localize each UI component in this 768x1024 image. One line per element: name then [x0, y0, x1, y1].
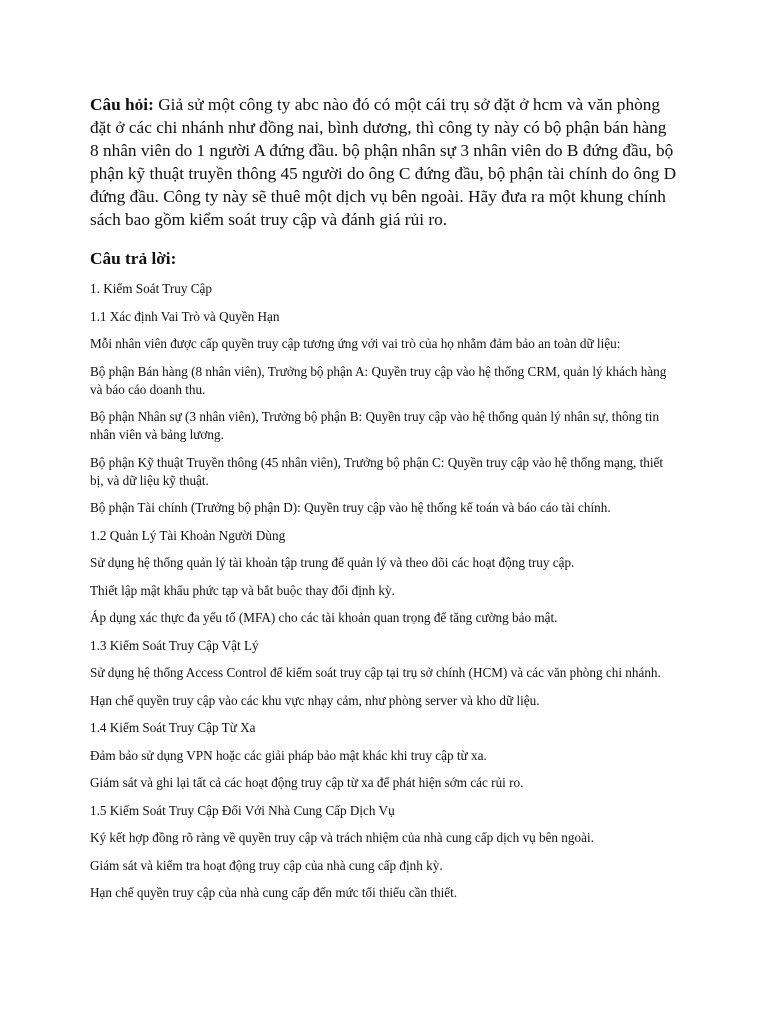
subsection-heading-1-5: 1.5 Kiểm Soát Truy Cập Đối Với Nhà Cung Cấp Dịch Vụ: [90, 802, 395, 818]
body-paragraph: Bộ phận Kỹ thuật Truyền thông (45 nhân viên), Trưởng bộ phận C: Quyền truy cập vào hệ thống mạng, thiết bị, và dữ liệu kỹ thuật.: [90, 454, 664, 488]
question-label: Câu hỏi:: [90, 95, 154, 114]
body-paragraph: Đảm bảo sử dụng VPN hoặc các giải pháp bảo mật khác khi truy cập từ xa.: [90, 747, 487, 763]
body-paragraph: Thiết lập mật khẩu phức tạp và bắt buộc thay đổi định kỳ.: [90, 582, 395, 598]
body-paragraph: Giám sát và kiểm tra hoạt động truy cập của nhà cung cấp định kỳ.: [90, 857, 443, 873]
body-paragraph: Hạn chế quyền truy cập của nhà cung cấp đến mức tối thiểu cần thiết.: [90, 885, 458, 900]
body-paragraph: Sử dụng hệ thống Access Control để kiểm soát truy cập tại trụ sở chính (HCM) và các văn phòng chi nhánh.: [90, 665, 661, 680]
body-paragraph: Sử dụng hệ thống quản lý tài khoản tập trung để quản lý và theo dõi các hoạt động truy cập.: [90, 555, 575, 570]
answer-heading: Câu trả lời:: [90, 249, 177, 268]
subsection-heading-1-2: 1.2 Quản Lý Tài Khoản Người Dùng: [90, 527, 286, 543]
body-paragraph: Giám sát và ghi lại tất cả các hoạt động truy cập từ xa để phát hiện sớm các rủi ro.: [90, 775, 524, 790]
body-paragraph: Bộ phận Nhân sự (3 nhân viên), Trưởng bộ phận B: Quyền truy cập vào hệ thống quản lý nhân sự, thông tin nhân viên và bảng lương.: [90, 409, 660, 442]
subsection-heading-1-1: 1.1 Xác định Vai Trò và Quyền Hạn: [90, 308, 280, 324]
section-heading-1: 1. Kiểm Soát Truy Cập: [90, 281, 212, 296]
subsection-heading-1-3: 1.3 Kiểm Soát Truy Cập Vật Lý: [90, 637, 259, 653]
body-paragraph: Bộ phận Bán hàng (8 nhân viên), Trưởng bộ phận A: Quyền truy cập vào hệ thống CRM, quản lý khách hàng và báo cáo doanh thu.: [90, 363, 667, 397]
question-paragraph: [90, 93, 678, 231]
body-paragraph: Bộ phận Tài chính (Trưởng bộ phận D): Quyền truy cập vào hệ thống kế toán và báo cáo tài chính.: [90, 500, 611, 515]
body-paragraph: Áp dụng xác thực đa yếu tố (MFA) cho các tài khoản quan trọng để tăng cường bảo mật.: [90, 610, 558, 625]
question-text: Giả sử một công ty abc nào đó có một cái trụ sở đặt ở hcm và văn phòng đặt ở các chi nhánh như đồng nai, bình dương, thì công ty này có bộ phận bán hàng 8 nhân viên do 1 người A đứng đầu. bộ phận nhân sự 3 nhân viên do B đứng đầu, bộ phận kỹ thuật truyền thông 45 người do ông C đứng đầu, bộ phận tài chính do ông D đứng đầu. Công ty này sẽ thuê một dịch vụ bên ngoài. Hãy đưa ra một khung chính sách bao gồm kiểm soát truy cập và đánh giá rủi ro.: [90, 95, 677, 229]
body-paragraph: Mỗi nhân viên được cấp quyền truy cập tương ứng với vai trò của họ nhằm đảm bảo an toàn dữ liệu:: [90, 336, 621, 351]
subsection-heading-1-4: 1.4 Kiểm Soát Truy Cập Từ Xa: [90, 720, 256, 735]
body-paragraph: Hạn chế quyền truy cập vào các khu vực nhạy cảm, như phòng server và kho dữ liệu.: [90, 692, 540, 708]
body-paragraph: Ký kết hợp đồng rõ ràng về quyền truy cập và trách nhiệm của nhà cung cấp dịch vụ bên ngoài.: [90, 830, 594, 845]
